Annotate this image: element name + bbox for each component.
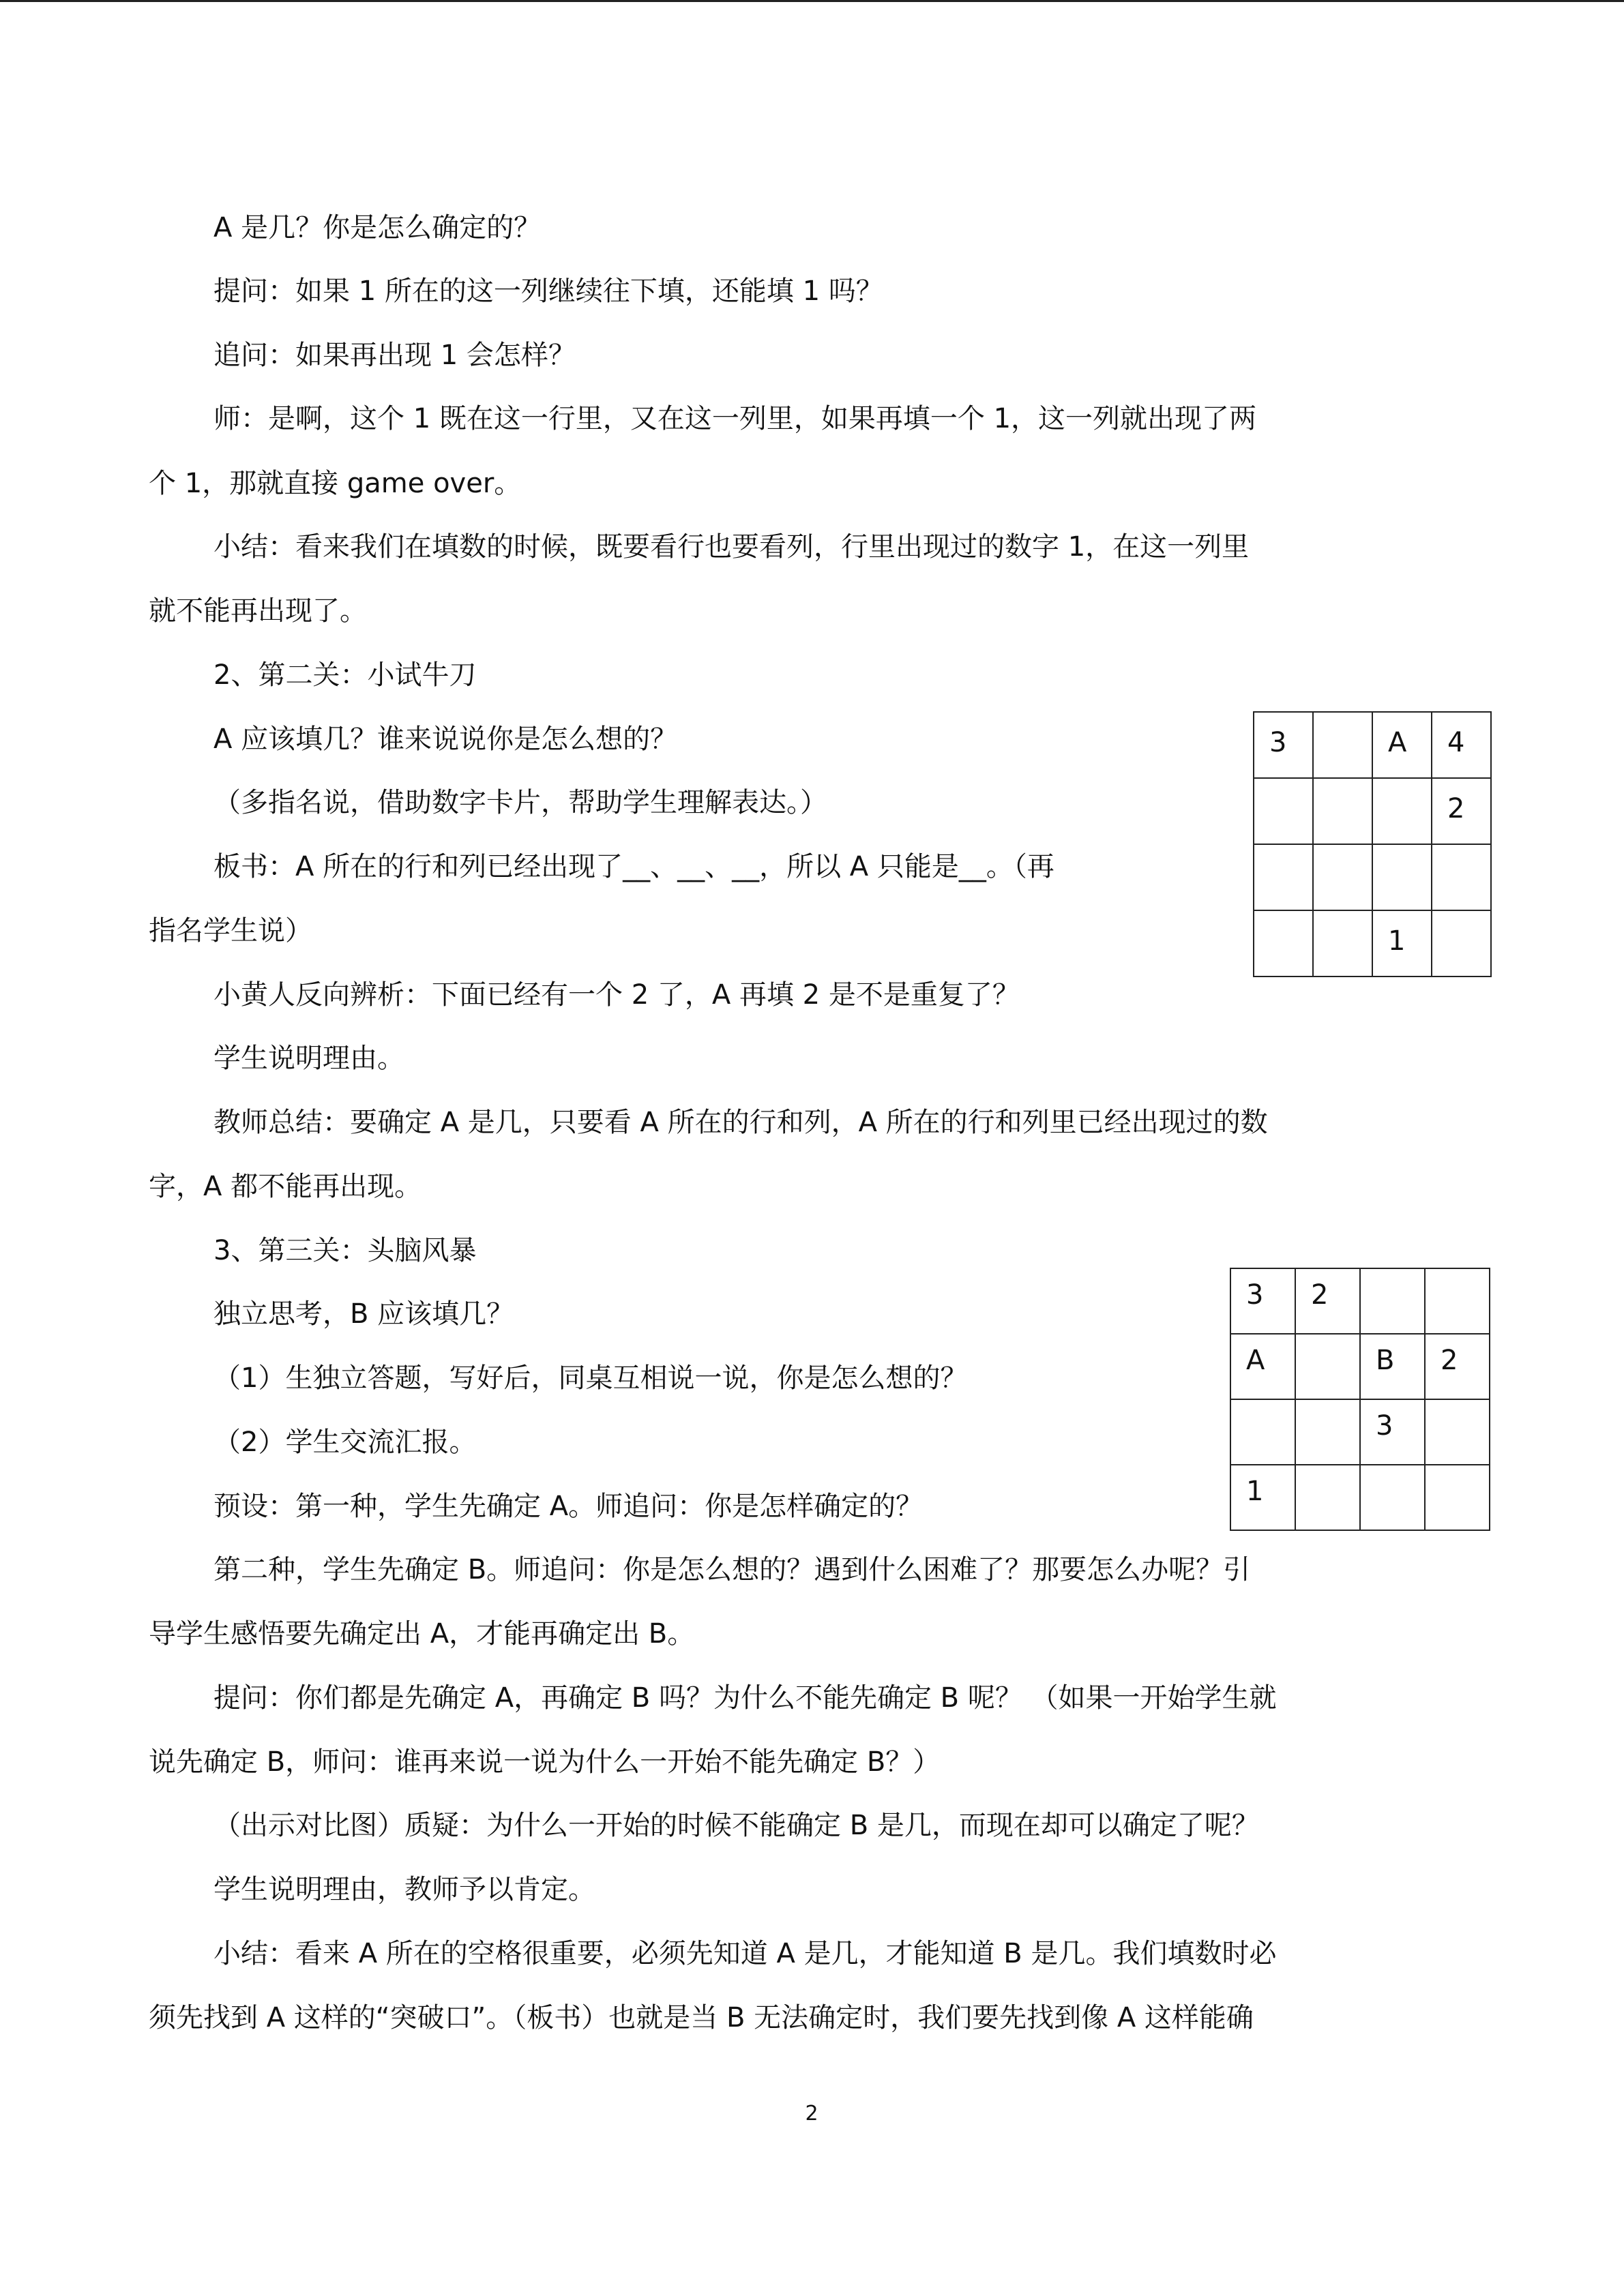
text-line: 个 1，那就直接 game over。 <box>149 468 522 499</box>
grid-cell: 4 <box>1432 712 1491 778</box>
section-heading: 2、第二关：小试牛刀 <box>213 659 477 691</box>
text-line: 提问：你们都是先确定 A，再确定 B 吗？为什么不能先确定 B 呢？ （如果一开始学生就 <box>213 1682 1277 1714</box>
grid-cell <box>1372 844 1432 910</box>
text-line: 字，A 都不能再出现。 <box>149 1171 422 1202</box>
grid-row <box>1230 1334 1490 1399</box>
grid-row <box>1254 712 1491 778</box>
grid-cell <box>1230 1399 1295 1465</box>
text-line: 小结：看来 A 所在的空格很重要，必须先知道 A 是几，才能知道 B 是几。我们填数时必 <box>213 1938 1277 1969</box>
text-line: 追问：如果再出现 1 会怎样？ <box>213 340 576 371</box>
grid-cell: B <box>1360 1334 1425 1399</box>
grid-cell <box>1254 778 1313 844</box>
grid-cell: 2 <box>1432 778 1491 844</box>
text-line: （多指名说，借助数字卡片，帮助学生理解表达。） <box>213 787 827 818</box>
text-line: 小结：看来我们在填数的时候，既要看行也要看列，行里出现过的数字 1，在这一列里 <box>213 531 1250 563</box>
grid-cell <box>1313 778 1372 844</box>
grid-cell <box>1295 1465 1360 1530</box>
text-line: 就不能再出现了。 <box>149 595 367 627</box>
grid-row <box>1254 910 1491 976</box>
grid-cell: 2 <box>1295 1268 1360 1334</box>
text-line: 提问：如果 1 所在的这一列继续往下填，还能填 1 吗？ <box>213 275 883 307</box>
grid-row <box>1230 1268 1490 1334</box>
text-line: 指名学生说） <box>149 915 312 946</box>
text-line: 独立思考，B 应该填几？ <box>213 1298 514 1330</box>
sudoku-grid-level-3 <box>1230 1268 1490 1531</box>
text-line: 导学生感悟要先确定出 A，才能再确定出 B。 <box>149 1618 695 1650</box>
grid-cell: A <box>1230 1334 1295 1399</box>
grid-cell: A <box>1372 712 1432 778</box>
text-line: （2）学生交流汇报。 <box>213 1427 477 1458</box>
grid-row <box>1254 844 1491 910</box>
text-line: 板书：A 所在的行和列已经出现了__、__、__，所以 A 只能是__。（再 <box>213 851 1054 882</box>
grid-row <box>1230 1399 1490 1465</box>
grid-cell <box>1432 910 1491 976</box>
text-line: 教师总结：要确定 A 是几，只要看 A 所在的行和列，A 所在的行和列里已经出现过的数 <box>213 1107 1268 1138</box>
grid-row <box>1254 778 1491 844</box>
text-line: （1）生独立答题，写好后，同桌互相说一说，你是怎么想的？ <box>213 1362 968 1394</box>
grid-cell <box>1295 1334 1360 1399</box>
grid-cell <box>1372 778 1432 844</box>
text-line: 说先确定 B，师问：谁再来说一说为什么一开始不能先确定 B？） <box>149 1746 941 1778</box>
text-line: 第二种，学生先确定 B。师追问：你是怎么想的？遇到什么困难了？那要怎么办呢？引 <box>213 1554 1251 1585</box>
grid-cell: 1 <box>1230 1465 1295 1530</box>
grid-cell <box>1254 910 1313 976</box>
sudoku-grid-level-2 <box>1253 711 1492 977</box>
text-line: 预设：第一种，学生先确定 A。师追问：你是怎样确定的？ <box>213 1491 924 1522</box>
grid-cell <box>1360 1465 1425 1530</box>
grid-cell <box>1254 844 1313 910</box>
text-line: 须先找到 A 这样的“突破口”。（板书）也就是当 B 无法确定时，我们要先找到像 A 这样能确 <box>149 2002 1254 2033</box>
text-line: （出示对比图）质疑：为什么一开始的时候不能确定 B 是几，而现在却可以确定了呢？ <box>213 1810 1259 1841</box>
text-line: 学生说明理由，教师予以肯定。 <box>213 1874 595 1905</box>
grid-row <box>1230 1465 1490 1530</box>
page-number: 2 <box>805 2102 818 2126</box>
grid-cell <box>1432 844 1491 910</box>
grid-cell: 3 <box>1230 1268 1295 1334</box>
grid-cell <box>1425 1399 1490 1465</box>
section-heading: 3、第三关：头脑风暴 <box>213 1235 477 1266</box>
text-line: A 应该填几？谁来说说你是怎么想的？ <box>213 724 678 755</box>
text-line: 小黄人反向辨析：下面已经有一个 2 了，A 再填 2 是不是重复了？ <box>213 979 1020 1011</box>
grid-cell: 1 <box>1372 910 1432 976</box>
text-line: 学生说明理由。 <box>213 1043 404 1074</box>
text-line: 师：是啊，这个 1 既在这一行里，又在这一列里，如果再填一个 1，这一列就出现了两 <box>213 403 1257 434</box>
grid-cell <box>1425 1268 1490 1334</box>
text-line: A 是几？你是怎么确定的？ <box>213 212 542 243</box>
grid-cell <box>1295 1399 1360 1465</box>
grid-cell: 3 <box>1254 712 1313 778</box>
grid-cell <box>1425 1465 1490 1530</box>
grid-cell <box>1360 1268 1425 1334</box>
grid-cell: 2 <box>1425 1334 1490 1399</box>
grid-cell: 3 <box>1360 1399 1425 1465</box>
grid-cell <box>1313 910 1372 976</box>
grid-cell <box>1313 844 1372 910</box>
top-border-line <box>0 0 1624 2</box>
grid-cell <box>1313 712 1372 778</box>
